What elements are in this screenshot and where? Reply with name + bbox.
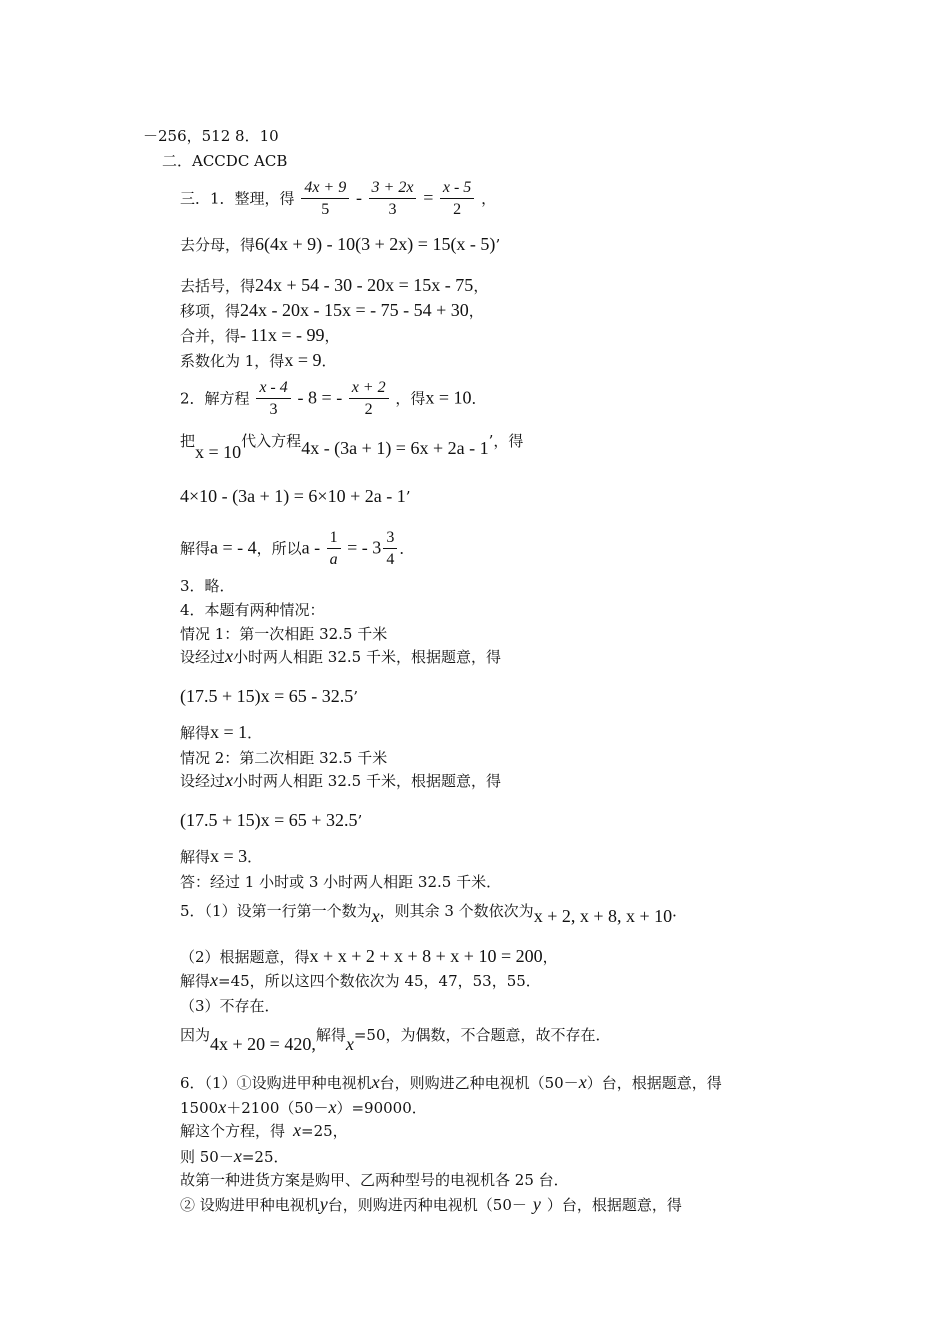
solution-6-equation <box>180 1097 427 1118</box>
variable: x <box>225 770 234 790</box>
text: 小时两人相距 32.5 千米，根据题意，得 <box>233 772 501 790</box>
equation: - 11x = - 99 <box>240 325 325 345</box>
text: 解得 <box>180 972 211 990</box>
text: 解得 <box>180 724 211 742</box>
text: ’，得 <box>488 432 524 450</box>
text: =25， <box>301 1122 348 1140</box>
case-1-result <box>180 722 262 743</box>
text: ． <box>321 352 337 370</box>
equation: (17.5 + 15)x = 65 - 32.5 <box>180 686 354 706</box>
variable: x <box>210 970 219 990</box>
step-move <box>180 300 484 321</box>
equation: a = - 4 <box>210 537 257 558</box>
text: 把 <box>180 432 196 450</box>
variable: y <box>319 1194 328 1214</box>
text: ， <box>473 277 489 295</box>
text: 6．（1）①设购进甲种电视机 <box>180 1074 372 1092</box>
operator: - <box>356 187 367 208</box>
step-denominator <box>180 234 500 255</box>
equation: x = 1 <box>210 722 248 742</box>
variable: x <box>345 1034 354 1054</box>
equation: x = 9 <box>284 350 322 370</box>
text: ）台，根据题意，得 <box>586 1074 722 1092</box>
equation: (17.5 + 15)x = 65 + 32.5 <box>180 810 358 830</box>
text: ，则其余 3 个数依次为 <box>379 902 534 920</box>
operator: = <box>423 187 438 208</box>
text: ，得 <box>395 389 426 408</box>
answer-line-2: 二．ACCDC ACB <box>162 152 288 170</box>
text: ， <box>324 327 340 345</box>
variable: x <box>371 906 380 926</box>
solution-3-4-intro: 4．本题有两种情况： <box>180 601 325 619</box>
fraction: $\frac{x - 5}{2}$ <box>440 178 474 221</box>
substituted-equation <box>180 486 411 507</box>
text: 三．1．整理，得 <box>180 189 295 208</box>
variable: y <box>532 1194 541 1214</box>
text: 合并，得 <box>180 327 241 345</box>
text: =50，为偶数，不合题意，故不存在． <box>353 1026 611 1044</box>
text: 去分母，得 <box>180 236 256 254</box>
equation: 24x + 54 - 30 - 20x = 15x - 75 <box>255 275 474 295</box>
solution-6-plan-1: 故第一种进货方案是购甲、乙两种型号的电视机各 25 台． <box>180 1171 569 1189</box>
text: 台，则购进乙种电视机（50－ <box>379 1074 579 1092</box>
case-1-setup <box>180 646 501 667</box>
operator: - 8 = - <box>297 387 347 408</box>
fraction: $\frac{1}{a}$ <box>327 528 341 571</box>
equation: = - 3 <box>342 537 382 558</box>
text: ， <box>468 302 484 320</box>
variable: x <box>225 646 234 666</box>
text: 设经过 <box>180 772 226 790</box>
text: ， <box>481 189 497 208</box>
solution-3-3: 3．略． <box>180 577 235 595</box>
variable: x <box>233 1146 242 1166</box>
solution-5-1 <box>180 900 688 926</box>
equation: a - <box>301 537 325 558</box>
case-2-equation <box>180 810 362 831</box>
answer-line-1: －256，512 8．10 <box>143 127 279 145</box>
case-1-title: 情况 1：第一次相距 32.5 千米 <box>180 625 388 643</box>
equation: x = 3 <box>210 846 248 866</box>
variable: x <box>293 1120 302 1140</box>
text: 2．解方程 <box>180 389 250 408</box>
solve-a-line <box>180 528 414 571</box>
variable: x <box>371 1072 380 1092</box>
text: 系数化为 1，得 <box>180 352 285 370</box>
case-2-title: 情况 2：第二次相距 32.5 千米 <box>180 749 388 767</box>
text: 移项，得 <box>180 302 241 320</box>
substitute-line <box>180 430 524 462</box>
text: 则 50－ <box>180 1148 234 1166</box>
step-combine <box>180 325 340 346</box>
text: （2）根据题意，得 <box>180 948 310 966</box>
equation: x + 2, x + 8, x + 10 <box>533 906 673 926</box>
solution-6-then <box>180 1146 289 1167</box>
solution-5-3-reason <box>180 1024 611 1054</box>
text: 1500 <box>180 1099 219 1117</box>
text: 解得 <box>315 1026 346 1044</box>
text: ， <box>542 948 558 966</box>
step-coefficient <box>180 350 336 371</box>
solution-5-2-result <box>180 970 541 991</box>
text: ）台，根据题意，得 <box>546 1196 682 1214</box>
text: ． <box>672 902 688 920</box>
step-brackets <box>180 275 488 296</box>
text: ’ <box>405 488 411 506</box>
variable: x <box>328 1097 337 1117</box>
text: ＋2100（50－ <box>226 1099 329 1117</box>
text: 解这个方程，得 <box>180 1122 286 1140</box>
solution-6-1 <box>180 1072 722 1093</box>
case-2-result <box>180 846 262 867</box>
text: 去括号，得 <box>180 277 256 295</box>
solution-5-3: （3）不存在． <box>180 997 280 1015</box>
answer-4: 答：经过 1 小时或 3 小时两人相距 32.5 千米． <box>180 873 502 891</box>
solution-6-solve <box>180 1120 348 1141</box>
case-2-setup <box>180 770 501 791</box>
variable: x <box>218 1097 227 1117</box>
text: ． <box>247 848 263 866</box>
text: ． <box>247 724 263 742</box>
text: 台，则购进丙种电视机（50－ <box>327 1196 527 1214</box>
equation: 4x - (3a + 1) = 6x + 2a - 1 <box>301 438 489 458</box>
text: ② 设购进甲种电视机 <box>180 1196 320 1214</box>
text: =25． <box>241 1148 289 1166</box>
fraction: $\frac{x - 4}{3}$ <box>256 378 290 421</box>
fraction: $\frac{4x + 9}{5}$ <box>301 178 349 221</box>
equation: x + x + 2 + x + 8 + x + 10 = 200 <box>309 946 543 966</box>
text: ’ <box>353 688 359 706</box>
fraction: $\frac{x + 2}{2}$ <box>349 378 389 421</box>
text: 解得 <box>180 848 211 866</box>
solution-5-2 <box>180 946 558 967</box>
text: ． <box>399 539 415 558</box>
equation: 24x - 20x - 15x = - 75 - 54 + 30 <box>240 300 469 320</box>
case-1-equation <box>180 686 358 707</box>
text: ）=90000． <box>336 1099 427 1117</box>
text: 解得 <box>180 539 211 558</box>
fraction: $\frac{3 + 2x}{3}$ <box>369 178 417 221</box>
equation: x = 10 <box>195 442 242 462</box>
text: ． <box>471 389 487 408</box>
solution-3-2-line <box>180 378 487 421</box>
fraction: $\frac{3}{4}$ <box>383 528 397 571</box>
variable: x <box>578 1072 587 1092</box>
text: =45，所以这四个数依次为 45，47，53，55． <box>218 972 541 990</box>
text: ’ <box>495 236 501 254</box>
text: 小时两人相距 32.5 千米，根据题意，得 <box>233 648 501 666</box>
text: ，所以 <box>256 539 302 558</box>
text: 设经过 <box>180 648 226 666</box>
solution-6-2 <box>180 1194 682 1215</box>
text: 5．（1）设第一行第一个数为 <box>180 902 372 920</box>
text: 代入方程 <box>241 432 302 450</box>
equation: 6(4x + 9) - 10(3 + 2x) = 15(x - 5) <box>255 234 496 254</box>
text: 因为 <box>180 1026 211 1044</box>
equation: x = 10 <box>425 387 472 408</box>
solution-3-1-line <box>180 178 496 221</box>
equation: 4x + 20 = 420, <box>210 1034 316 1054</box>
equation: 4×10 - (3a + 1) = 6×10 + 2a - 1 <box>180 486 406 506</box>
text: ’ <box>357 812 363 830</box>
